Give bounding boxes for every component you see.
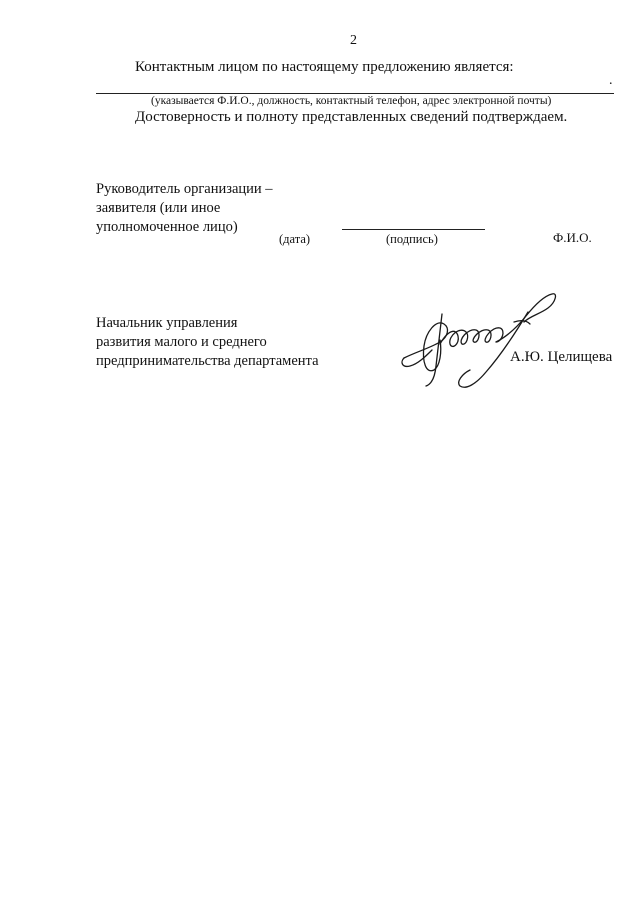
date-label: (дата) — [279, 232, 311, 246]
contact-hint: (указывается Ф.И.О., должность, контактный телефон, адрес электронной почты) — [151, 95, 552, 107]
signatory-title-line: Руководитель организации – — [96, 181, 273, 197]
official-name: А.Ю. Целищева — [510, 349, 613, 365]
confirmation-statement: Достоверность и полноту представленных сведений подтверждаем. — [135, 109, 568, 125]
signature-label: (подпись) — [386, 232, 438, 246]
handwritten-signature — [396, 286, 566, 396]
signatory-title-line: заявителя (или иное — [96, 200, 221, 216]
official-title-line: Начальник управления — [96, 315, 238, 331]
signatory-title-line: уполномоченное лицо) — [96, 219, 238, 235]
official-title-line: предпринимательства департамента — [96, 353, 319, 369]
signatory-title — [96, 180, 273, 237]
fio-label: Ф.И.О. — [553, 230, 592, 245]
contact-fill-line — [96, 93, 614, 94]
official-title-line: развития малого и среднего — [96, 334, 267, 350]
contact-dot: . — [609, 73, 613, 88]
official-title — [96, 314, 319, 371]
contact-person-line: Контактным лицом по настоящему предложению является: — [135, 59, 514, 75]
signature-fill-line — [342, 229, 485, 230]
page-number: 2 — [350, 33, 357, 48]
